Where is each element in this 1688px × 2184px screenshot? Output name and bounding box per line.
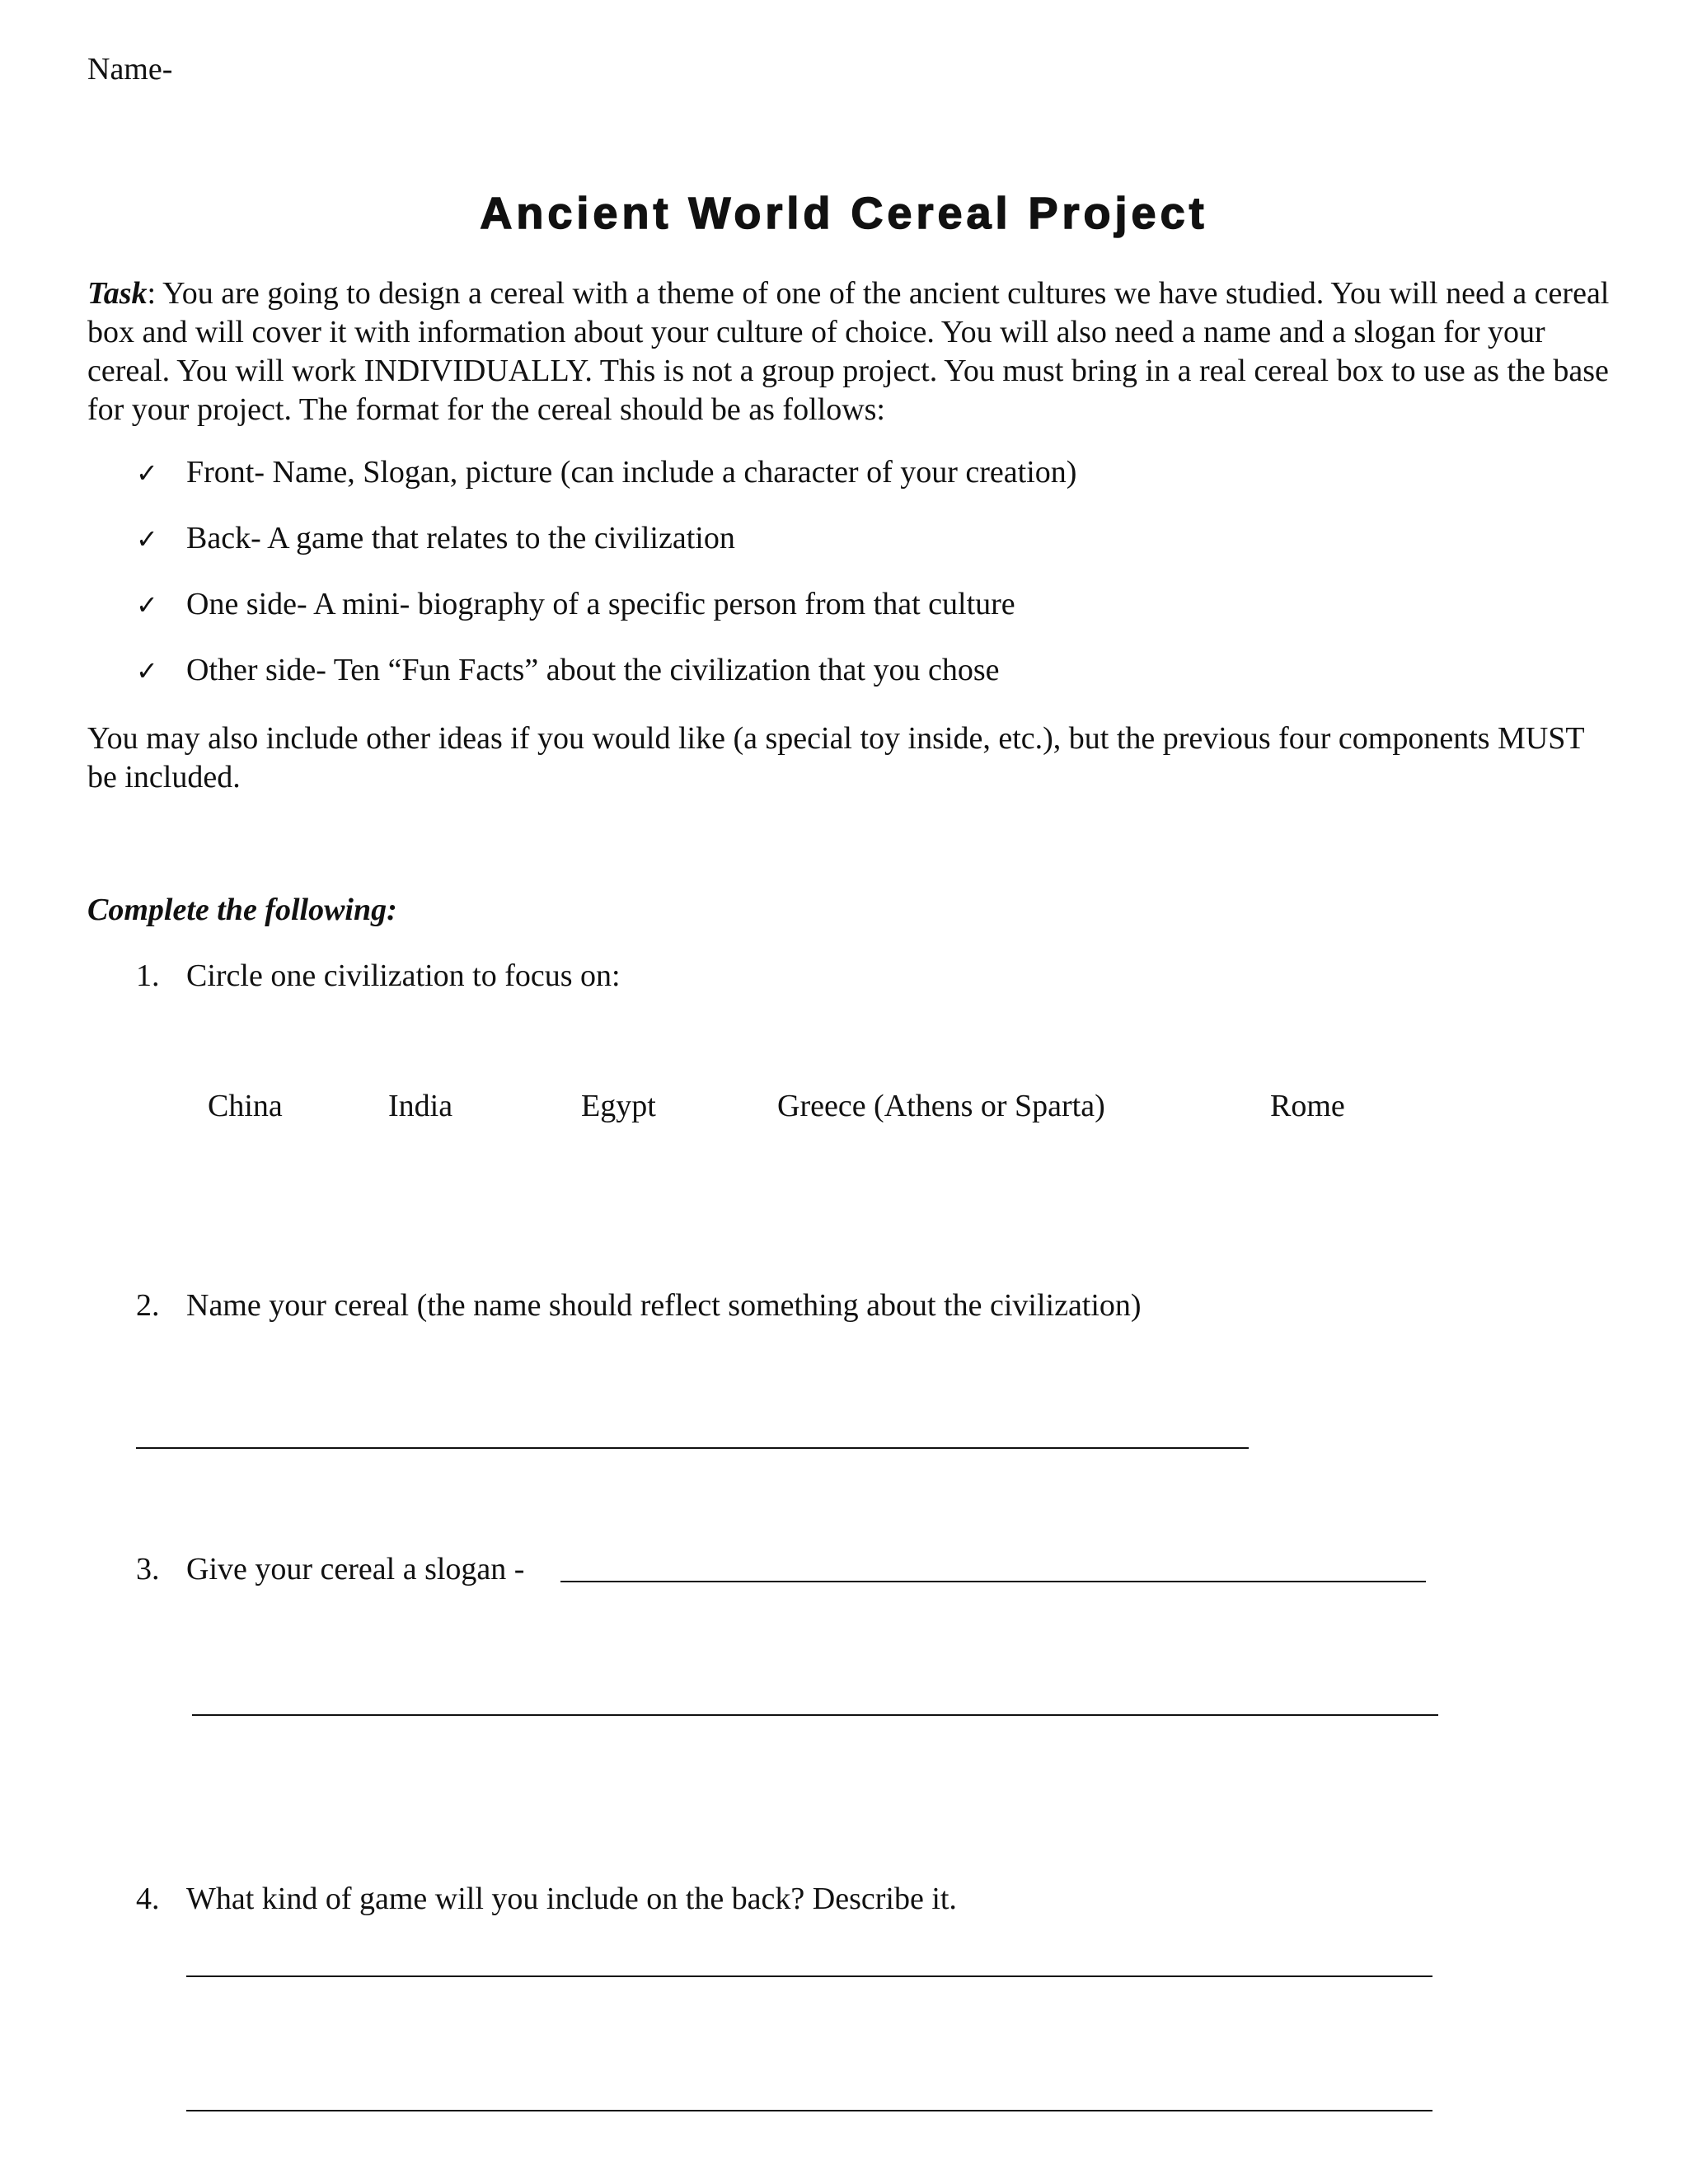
question-text: Circle one civilization to focus on: xyxy=(186,958,621,993)
question-number: 1. xyxy=(136,958,160,993)
slogan-answer-line-1[interactable] xyxy=(560,1581,1426,1582)
civilization-option-india[interactable]: India xyxy=(388,1089,453,1123)
civilization-option-china[interactable]: China xyxy=(208,1089,283,1123)
checkmark-icon: ✓ xyxy=(136,457,158,489)
task-description: : You are going to design a cereal with a theme of one of the ancient cultures we have studied. You will need a cereal box and will cover it with information about your culture of choice. You will also need a name and a slogan for your cereal. You will work INDIVIDUALLY. This is not a group project. You must bring in a real cereal box to use as the base for your project. The format for the cereal should be as follows: xyxy=(87,276,1610,427)
format-item-text: Back- A game that relates to the civilization xyxy=(186,521,735,555)
cereal-name-answer-line[interactable] xyxy=(136,1447,1249,1449)
format-item-text: Front- Name, Slogan, picture (can include a character of your creation) xyxy=(186,455,1077,490)
question-4 xyxy=(136,1881,957,1917)
additional-note: You may also include other ideas if you would like (a special toy inside, etc.), but the previous four components MUST be included. xyxy=(87,721,1584,794)
checkmark-icon: ✓ xyxy=(136,589,158,621)
game-answer-line-1[interactable] xyxy=(186,1975,1432,1977)
task-label: Task xyxy=(87,276,148,311)
student-name-label: Name- xyxy=(87,52,173,87)
format-item-front xyxy=(136,454,1076,490)
question-3 xyxy=(136,1551,524,1587)
checkmark-icon: ✓ xyxy=(136,523,158,555)
civilization-option-egypt[interactable]: Egypt xyxy=(581,1089,656,1123)
question-text: Give your cereal a slogan - xyxy=(186,1552,525,1586)
checkmark-icon: ✓ xyxy=(136,655,158,687)
question-text: Name your cereal (the name should reflect something about the civilization) xyxy=(186,1288,1142,1323)
game-answer-line-2[interactable] xyxy=(186,2110,1432,2111)
format-item-one-side xyxy=(136,586,1015,622)
question-1 xyxy=(136,958,621,994)
question-number: 4. xyxy=(136,1882,160,1916)
slogan-answer-line-2[interactable] xyxy=(192,1714,1438,1716)
page-title: Ancient World Cereal Project xyxy=(480,189,1208,238)
format-item-back xyxy=(136,520,735,556)
question-text: What kind of game will you include on the back? Describe it. xyxy=(186,1882,957,1916)
format-item-text: Other side- Ten “Fun Facts” about the civilization that you chose xyxy=(186,653,1000,687)
question-number: 2. xyxy=(136,1288,160,1323)
civilization-option-rome[interactable]: Rome xyxy=(1270,1089,1345,1123)
task-paragraph xyxy=(87,274,1612,429)
complete-following-heading: Complete the following: xyxy=(87,893,397,927)
civilization-option-greece[interactable]: Greece (Athens or Sparta) xyxy=(777,1089,1105,1123)
question-number: 3. xyxy=(136,1552,160,1586)
format-item-text: One side- A mini- biography of a specific person from that culture xyxy=(186,587,1015,621)
question-2 xyxy=(136,1287,1142,1324)
format-item-other-side xyxy=(136,652,1000,688)
